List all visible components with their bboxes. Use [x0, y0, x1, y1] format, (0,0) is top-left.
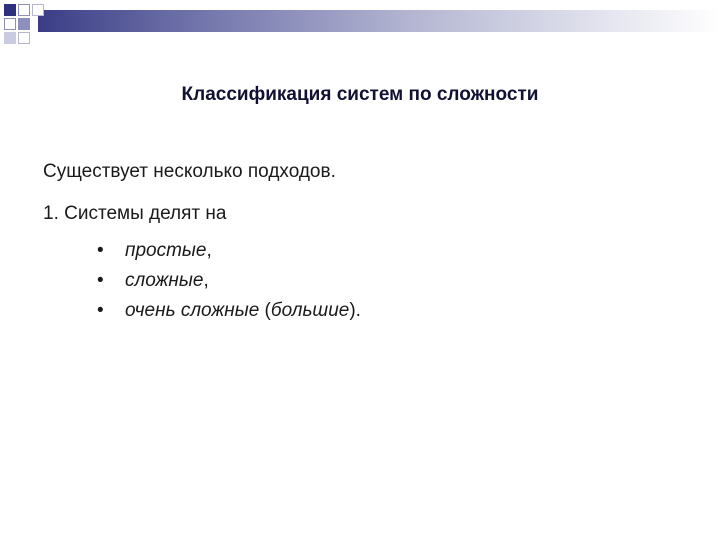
bullet-paren-open: ( [259, 300, 271, 321]
bullet-punct: ). [349, 300, 361, 321]
bullet-punct: , [206, 240, 212, 261]
intro-text: Существует несколько подходов. [43, 161, 336, 182]
bullet-icon: • [97, 270, 104, 291]
decor-square-icon [18, 32, 30, 44]
bullet-term: простые [125, 240, 207, 261]
header-gradient-bar [38, 10, 720, 32]
decor-square-icon [4, 32, 16, 44]
bullet-term: очень сложные [125, 300, 260, 321]
decor-square-icon [32, 4, 44, 16]
bullet-paren-term: большие [270, 300, 350, 321]
bullet-icon: • [97, 240, 104, 261]
list-item [97, 296, 361, 326]
list-item [97, 266, 361, 296]
decor-square-icon [18, 4, 30, 16]
list-item [97, 236, 361, 266]
decor-square-icon [18, 18, 30, 30]
decor-square-icon [4, 18, 16, 30]
decor-square-icon [4, 4, 16, 16]
bullet-icon: • [97, 300, 104, 321]
list-heading: 1. Системы делят на [43, 203, 227, 224]
bullet-list [97, 236, 361, 326]
slide-title: Классификация систем по сложности [181, 84, 539, 105]
bullet-punct: , [203, 270, 209, 291]
bullet-term: сложные [125, 270, 204, 291]
